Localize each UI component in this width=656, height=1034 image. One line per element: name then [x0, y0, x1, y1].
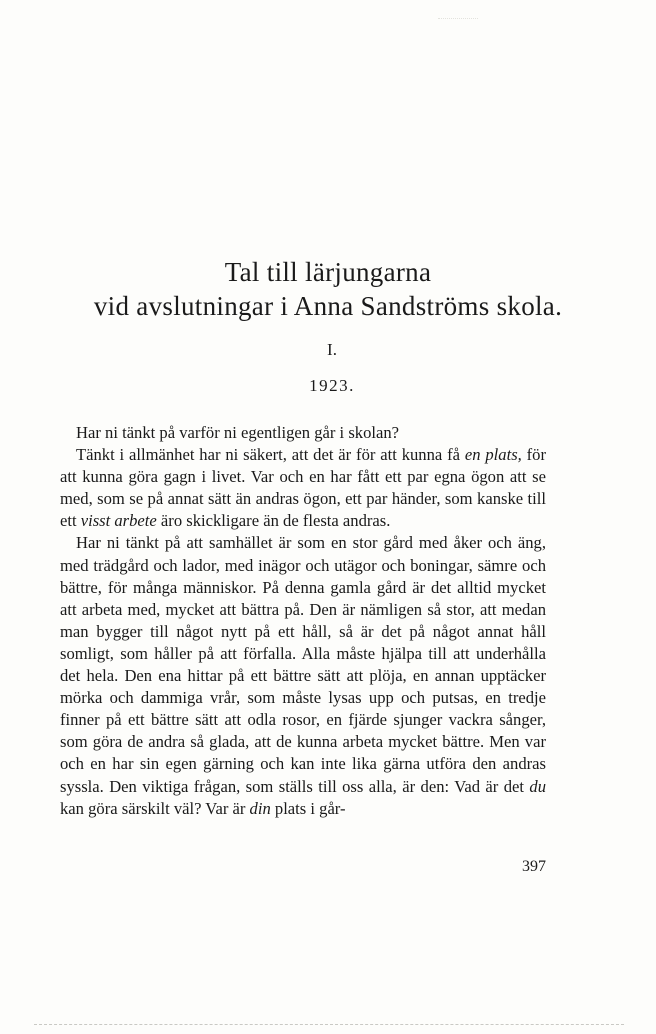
year-heading: 1923. [309, 376, 355, 395]
italic-run: visst arbete [80, 511, 157, 531]
italic-run: din [249, 798, 271, 818]
body-text [60, 422, 546, 820]
text-run: för att kunna göra gagn i livet. Var och en har fått ett par egna ögon att se med, som se på annat sätt än andras ögon, ett par händer, som kanske till ett [60, 445, 547, 531]
chapter-title [40, 255, 616, 323]
text-run: plats i går- [270, 798, 346, 818]
title-line-1: Tal till lärjungarna [224, 257, 432, 287]
italic-run: en plats, [464, 445, 522, 465]
text-run: äro skickligare än de flesta andras. [156, 511, 391, 531]
text-run: Tänkt i allmänhet har ni säkert, att det är för att kunna få [76, 445, 465, 465]
text-run: kan göra särskilt väl? Var är [60, 798, 250, 818]
scan-mark [438, 18, 478, 19]
paragraph-2 [60, 444, 546, 532]
text-run: Har ni tänkt på att samhället är som en stor gård med åker och äng, med trädgård och lador, med inägor och utägor och boningar, sämre och bättre, för många människor. På denna gamla gård är det alltid mycket att arbeta med, mycket att bättra på. Den är nämligen så stor, att medan man bygger till något nytt på ett håll, så är det på något annat håll somligt, som håller på att förfalla. Alla måste hjälpa till att underhålla det hela. Den ena hittar på ett bättre sätt att plöja, en annan upptäcker mörka och dammiga vrår, som måste lysas upp och putsas, en tredje finner på ett bättre sätt att odla rosor, en fjärde sjunger vackra sånger, som göra de andra så glada, att de kunna arbeta mycket bättre. Men var och en har sin egen gärning och kan inte lika gärna utföra den andras syssla. Den viktiga frågan, som ställs till oss alla, är den: Vad är det [60, 533, 546, 796]
paragraph-3 [60, 532, 546, 819]
paragraph-1 [60, 422, 546, 444]
text-run: Har ni tänkt på varför ni egentligen går i skolan? [76, 423, 400, 442]
title-line-2: vid avslutningar i Anna Sandströms skola. [93, 291, 563, 321]
italic-run: du [529, 776, 546, 796]
section-number: I. [327, 340, 337, 359]
scan-edge-line [34, 1024, 624, 1025]
page-number: 397 [522, 858, 546, 875]
